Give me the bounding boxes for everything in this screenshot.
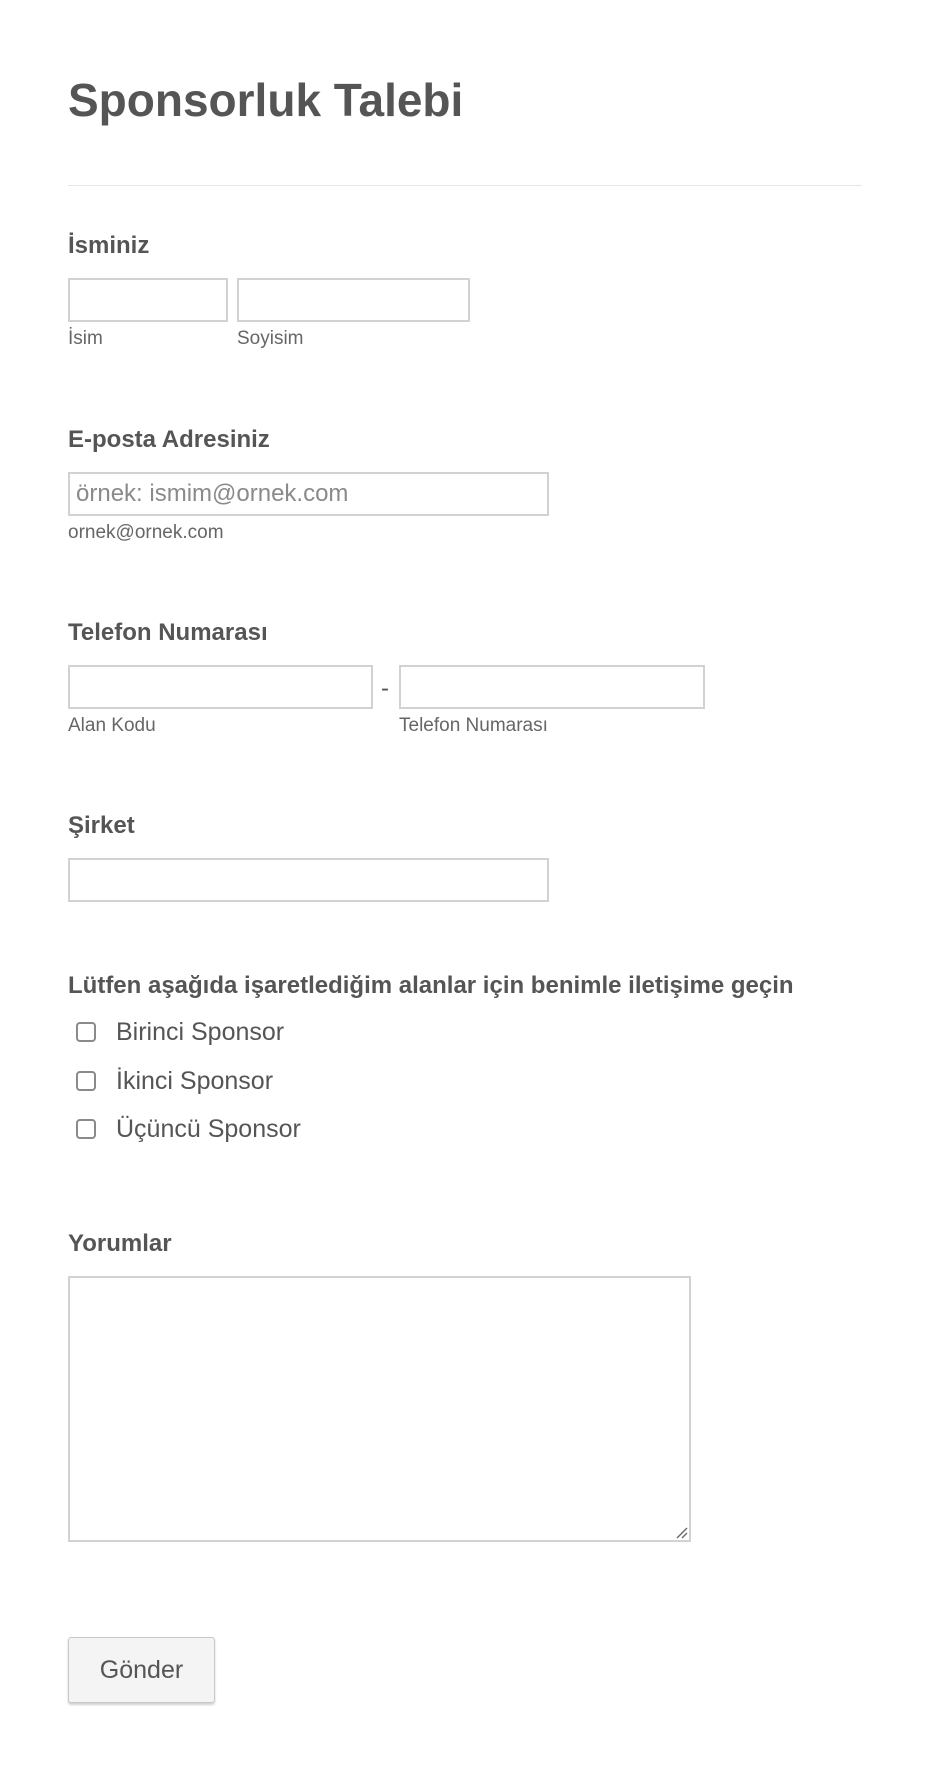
- first-name-input[interactable]: [68, 278, 228, 322]
- email-input[interactable]: [68, 472, 549, 516]
- phone-separator: -: [381, 675, 389, 702]
- phone-number-sublabel: Telefon Numarası: [399, 715, 548, 736]
- resize-grip-icon[interactable]: [674, 1525, 688, 1539]
- option-second-sponsor[interactable]: [76, 1065, 273, 1097]
- third-sponsor-label: Üçüncü Sponsor: [116, 1114, 301, 1143]
- email-sublabel: ornek@ornek.com: [68, 522, 224, 543]
- phone-number-input[interactable]: [399, 665, 705, 709]
- option-third-sponsor[interactable]: [76, 1113, 301, 1145]
- third-sponsor-checkbox[interactable]: [76, 1119, 96, 1139]
- first-name-sublabel: İsim: [68, 328, 103, 349]
- first-sponsor-checkbox[interactable]: [76, 1022, 96, 1042]
- comments-label: Yorumlar: [68, 1230, 172, 1257]
- title-divider: [68, 185, 862, 186]
- option-first-sponsor[interactable]: [76, 1016, 284, 1048]
- page-title: Sponsorluk Talebi: [68, 74, 464, 126]
- last-name-input[interactable]: [237, 278, 470, 322]
- name-label: İsminiz: [68, 232, 150, 259]
- area-code-input[interactable]: [68, 665, 373, 709]
- email-label: E-posta Adresiniz: [68, 426, 270, 453]
- company-label: Şirket: [68, 812, 135, 839]
- company-input[interactable]: [68, 858, 549, 902]
- submit-button[interactable]: Gönder: [68, 1637, 215, 1703]
- contact-options-label: Lütfen aşağıda işaretlediğim alanlar için benimle iletişime geçin: [68, 972, 794, 999]
- phone-label: Telefon Numarası: [68, 619, 268, 646]
- comments-textarea[interactable]: [68, 1276, 691, 1542]
- area-code-sublabel: Alan Kodu: [68, 715, 156, 736]
- second-sponsor-label: İkinci Sponsor: [116, 1066, 274, 1095]
- last-name-sublabel: Soyisim: [237, 328, 304, 349]
- first-sponsor-label: Birinci Sponsor: [116, 1017, 285, 1046]
- second-sponsor-checkbox[interactable]: [76, 1071, 96, 1091]
